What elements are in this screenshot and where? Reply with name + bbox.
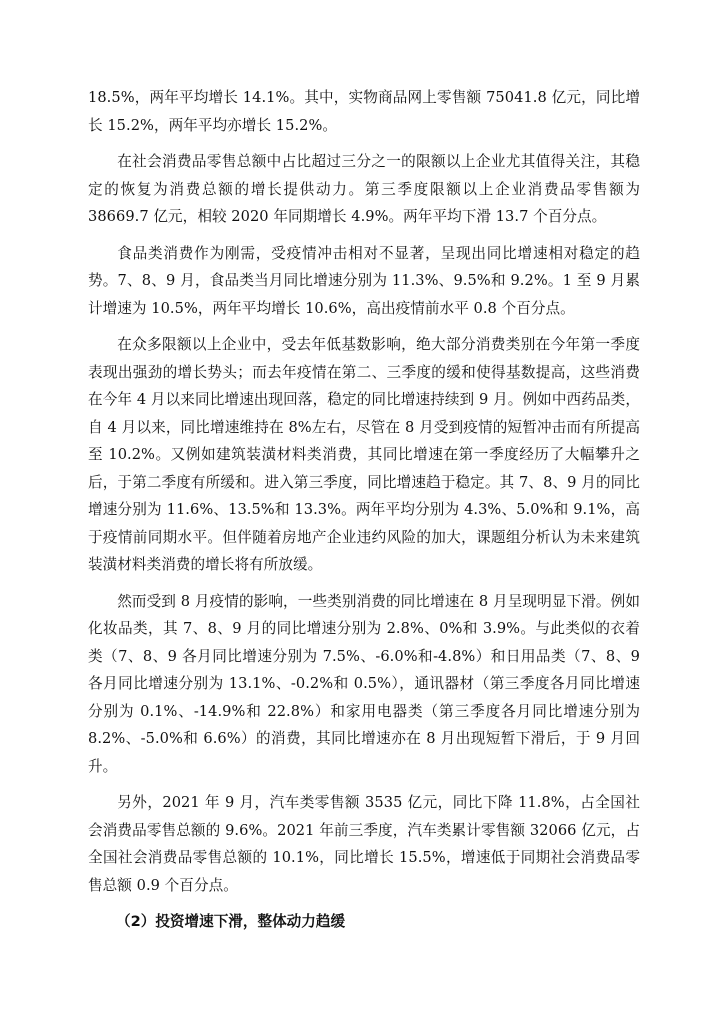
paragraph-august-decline: 然而受到 8 月疫情的影响，一些类别消费的同比增速在 8 月呈现明显下滑。例如化妆品类，其 7、8、9 月的同比增速分别为 2.8%、0%和 3.9%。与此类似的衣着类（7、8、9 各月同比增速分别为 7.5%、-6.0%和-4.8%）和日用品类（7、8、9 各月同比增速分别为 13.1%、-0.2%和 0.5%），通讯器材（第三季度各月同比增速分别为 0.1%、-14.9%和 22.8%）和家用电器类（第三季度各月同比增速分别为 8.2%、-5.0%和 6.6%）的消费，其同比增速亦在 8 月出现短暂下滑后，于 9 月回升。 [88, 592, 640, 775]
document-page [88, 84, 640, 936]
paragraph-above-quota-enterprises: 在社会消费品零售总额中占比超过三分之一的限额以上企业尤其值得关注，其稳定的恢复为消费总额的增长提供动力。第三季度限额以上企业消费品零售额为 38669.7 亿元，相较 2020 年同期增长 4.9%。两年平均下滑 13.7 个百分点。 [88, 153, 640, 225]
section-heading: （2）投资增速下滑，整体动力趋缓 [116, 913, 346, 930]
paragraph-automobile-sales: 另外，2021 年 9 月，汽车类零售额 3535 亿元，同比下降 11.8%，占全国社会消费品零售总额的 9.6%。2021 年前三季度，汽车类累计零售额 32066 亿元，占全国社会消费品零售总额的 10.1%，同比增长 15.5%，增速低于同期社会消费品零售总额 0.9 个百分点。 [88, 794, 640, 894]
paragraph-online-retail: 18.5%，两年平均增长 14.1%。其中，实物商品网上零售额 75041.8 亿元，同比增长 15.2%，两年平均亦增长 15.2%。 [88, 89, 640, 134]
paragraph-consumption-categories: 在众多限额以上企业中，受去年低基数影响，绝大部分消费类别在今年第一季度表现出强劲的增长势头；而去年疫情在第二、三季度的缓和使得基数提高，这些消费在今年 4 月以来同比增速出现回落，稳定的同比增速持续到 9 月。例如中西药品类，自 4 月以来，同比增速维持在 8%左右，尽管在 8 月受到疫情的短暂冲击而有所提高至 10.2%。又例如建筑装潢材料类消费，其同比增速在第一季度经历了大幅攀升之后，于第二季度有所缓和。进入第三季度，同比增速趋于稳定。其 7、8、9 月的同比增速分别为 11.6%、13.5%和 13.3%。两年平均分别为 4.3%、5.0%和 9.1%，高于疫情前同期水平。但伴随着房地产企业违约风险的加大，课题组分析认为未来建筑装潢材料类消费的增长将有所放缓。 [88, 336, 640, 573]
paragraph-food-consumption: 食品类消费作为刚需，受疫情冲击相对不显著，呈现出同比增速相对稳定的趋势。7、8、9 月，食品类当月同比增速分别为 11.3%、9.5%和 9.2%。1 至 9 月累计增速为 10.5%，两年平均增长 10.6%，高出疫情前水平 0.8 个百分点。 [88, 244, 640, 317]
